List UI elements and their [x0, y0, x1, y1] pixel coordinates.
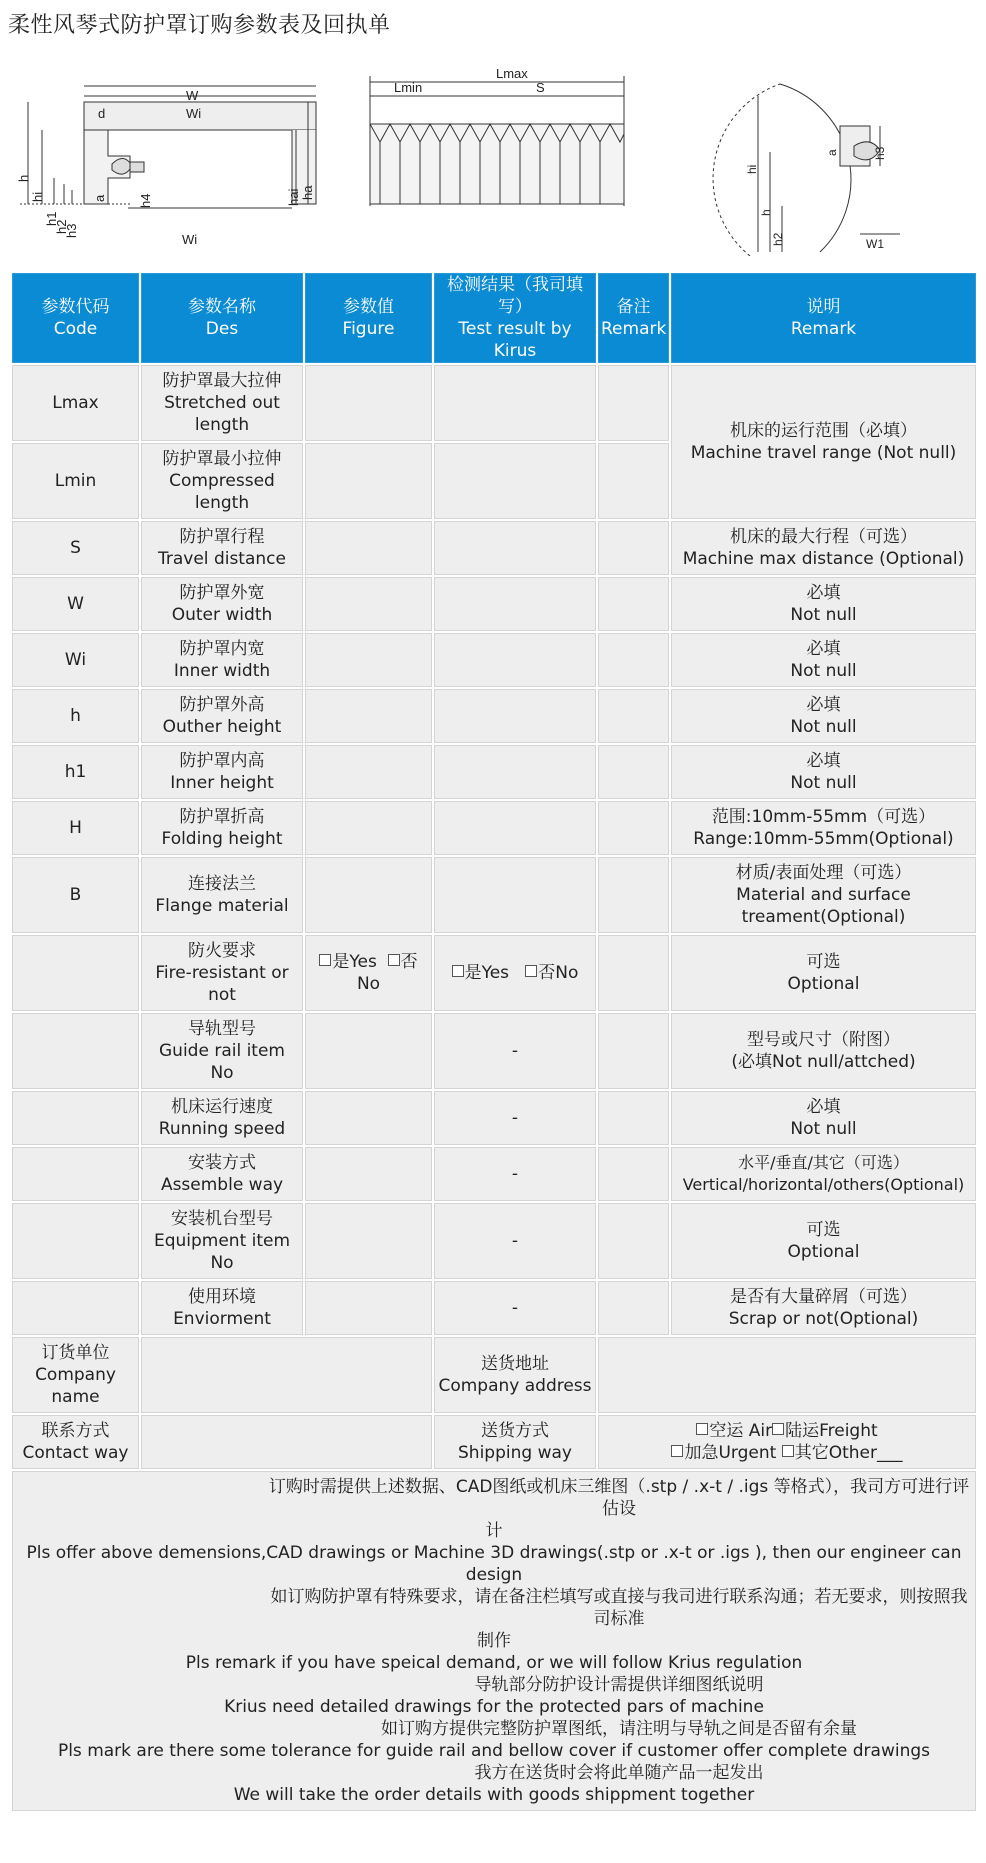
header-figure: 参数值 Figure: [305, 273, 432, 363]
remark-cell[interactable]: [598, 1147, 669, 1201]
des-cell: 防火要求 Fire-resistant or not: [141, 935, 303, 1011]
label-h3-right: h3: [873, 146, 887, 160]
header-remark: 备注 Remark: [598, 273, 669, 363]
table-row-environment: [12, 1281, 976, 1335]
note-line: Pls offer above demensions,CAD drawings or Machine 3D drawings(.stp or .x-t or .igs ), then our engineer can design: [26, 1543, 962, 1585]
test-cell: -: [434, 1147, 596, 1201]
des-cell: 防护罩行程 Travel distance: [141, 521, 303, 575]
des-cell: 防护罩折高 Folding height: [141, 801, 303, 855]
test-cell: [434, 745, 596, 799]
table-row-lmax: [12, 365, 976, 441]
ship-urgent-checkbox[interactable]: [671, 1445, 683, 1457]
code-cell: h1: [12, 745, 139, 799]
note-line: 如订购防护罩有特殊要求，请在备注栏填写或直接与我司进行联系沟通；若无要求，则按照我司标准: [270, 1587, 968, 1629]
label-h4: h4: [138, 193, 153, 208]
table-row-equipment: [12, 1203, 976, 1279]
test-yes-checkbox[interactable]: [452, 965, 464, 977]
remark-cell[interactable]: [598, 577, 669, 631]
des-cell: 使用环境 Enviorment: [141, 1281, 303, 1335]
label-h: h: [16, 174, 31, 182]
label-Lmax: Lmax: [496, 66, 528, 81]
order-parameter-table: [10, 271, 978, 1813]
figure-cell[interactable]: [305, 689, 432, 743]
table-row-company: [12, 1337, 976, 1413]
code-cell: Lmin: [12, 443, 139, 519]
table-row-H: [12, 801, 976, 855]
company-label: 订货单位 Company name: [12, 1337, 139, 1413]
des-cell: 防护罩外高 Outher height: [141, 689, 303, 743]
test-cell: 是Yes 否No: [434, 935, 596, 1011]
table-row-h1: [12, 745, 976, 799]
figure-cell[interactable]: [305, 745, 432, 799]
note-line: We will take the order details with goods shippment together: [233, 1785, 755, 1805]
figure-cell[interactable]: [305, 1013, 432, 1089]
note-line: 我方在送货时会将此单随产品一起发出: [474, 1763, 764, 1783]
des-cell: 防护罩内宽 Inner width: [141, 633, 303, 687]
table-row-fire: [12, 935, 976, 1011]
remark-cell[interactable]: [598, 935, 669, 1011]
figure-cell[interactable]: [305, 801, 432, 855]
header-des: 参数名称 Des: [141, 273, 303, 363]
note-line: Pls mark are there some tolerance for guide rail and bellow cover if customer offer complete drawings: [57, 1741, 931, 1761]
address-input[interactable]: [598, 1337, 976, 1413]
note-cell: 必填 Not null: [671, 745, 976, 799]
note-line: Pls remark if you have speical demand, or we will follow Krius regulation: [185, 1653, 803, 1673]
note-cell: 机床的最大行程（可选） Machine max distance (Optional): [671, 521, 976, 575]
address-label: 送货地址 Company address: [434, 1337, 596, 1413]
table-row-s: [12, 521, 976, 575]
note-line: 制作: [477, 1631, 511, 1651]
test-cell: [434, 577, 596, 631]
test-cell: -: [434, 1281, 596, 1335]
remark-cell[interactable]: [598, 1281, 669, 1335]
code-cell: [12, 1091, 139, 1145]
note-cell: 水平/垂直/其它（可选） Vertical/horizontal/others(Optional): [671, 1147, 976, 1201]
des-cell: 机床运行速度 Running speed: [141, 1091, 303, 1145]
code-cell: [12, 935, 139, 1011]
note-cell: 必填 Not null: [671, 577, 976, 631]
code-cell: B: [12, 857, 139, 933]
des-cell: 安装机台型号 Equipment item No: [141, 1203, 303, 1279]
test-cell: -: [434, 1013, 596, 1089]
test-cell: -: [434, 1091, 596, 1145]
note-cell: 型号或尺寸（附图） (必填Not null/attched): [671, 1013, 976, 1089]
table-row-assemble: [12, 1147, 976, 1201]
label-Lmin: Lmin: [394, 80, 423, 95]
code-cell: [12, 1013, 139, 1089]
code-cell: [12, 1281, 139, 1335]
note-cell: 必填 Not null: [671, 1091, 976, 1145]
order-notes: [12, 1471, 976, 1811]
des-cell: 安装方式 Assemble way: [141, 1147, 303, 1201]
code-cell: Wi: [12, 633, 139, 687]
remark-cell[interactable]: [598, 521, 669, 575]
page-title: 柔性风琴式防护罩订购参数表及回执单: [8, 13, 391, 38]
bellows-diagram: [370, 76, 624, 206]
note-cell: 机床的运行范围（必填） Machine travel range (Not null): [671, 365, 976, 519]
label-Wi-top: Wi: [186, 106, 202, 121]
label-h2-right: h2: [771, 232, 785, 246]
label-h1: h1: [44, 211, 59, 226]
label-hai: hai: [286, 188, 301, 206]
des-cell: 防护罩最大拉伸 Stretched out length: [141, 365, 303, 441]
test-no-checkbox[interactable]: [525, 965, 537, 977]
des-cell: 防护罩内高 Inner height: [141, 745, 303, 799]
test-cell: [434, 443, 596, 519]
remark-cell[interactable]: [598, 1203, 669, 1279]
table-row-wi: [12, 633, 976, 687]
ship-air-checkbox[interactable]: [696, 1423, 708, 1435]
code-cell: h: [12, 689, 139, 743]
remark-cell[interactable]: [598, 365, 669, 441]
fire-yes-checkbox[interactable]: [319, 954, 331, 966]
test-cell: [434, 857, 596, 933]
code-cell: [12, 1147, 139, 1201]
remark-cell[interactable]: [598, 633, 669, 687]
company-name-input[interactable]: [141, 1337, 432, 1413]
note-cell: 是否有大量碎屑（可选） Scrap or not(Optional): [671, 1281, 976, 1335]
table-header-row: [12, 273, 976, 363]
code-cell: H: [12, 801, 139, 855]
figure-cell[interactable]: [305, 633, 432, 687]
note-cell: 材质/表面处理（可选） Material and surface treament(Optional): [671, 857, 976, 933]
dimension-diagrams: [0, 56, 986, 256]
des-cell: 连接法兰 Flange material: [141, 857, 303, 933]
figure-cell[interactable]: [305, 577, 432, 631]
label-h2: h2: [54, 219, 69, 234]
note-cell: 可选 Optional: [671, 1203, 976, 1279]
figure-cell[interactable]: [305, 857, 432, 933]
header-test-result: 检测结果（我司填 写） Test result by Kirus: [434, 273, 596, 363]
ship-other-checkbox[interactable]: [782, 1445, 794, 1457]
figure-cell[interactable]: [305, 1147, 432, 1201]
table-row-notes: [12, 1471, 976, 1811]
note-line: 计: [485, 1521, 503, 1541]
label-hi-right: hi: [745, 164, 759, 174]
header-code: 参数代码 Code: [12, 273, 139, 363]
des-cell: 防护罩最小拉伸 Compressed length: [141, 443, 303, 519]
fire-no-checkbox[interactable]: [388, 954, 400, 966]
figure-cell: 是Yes 否 No: [305, 935, 432, 1011]
shipping-label: 送货方式 Shipping way: [434, 1415, 596, 1469]
label-h-right: h: [759, 209, 773, 216]
label-d: d: [98, 106, 106, 121]
des-cell: 导轨型号 Guide rail item No: [141, 1013, 303, 1089]
table-row-w: [12, 577, 976, 631]
test-cell: [434, 521, 596, 575]
label-W1: W1: [866, 237, 884, 251]
diagram-area: [0, 56, 986, 256]
test-cell: -: [434, 1203, 596, 1279]
remark-cell[interactable]: [598, 689, 669, 743]
remark-cell[interactable]: [598, 1013, 669, 1089]
test-cell: [434, 689, 596, 743]
label-h3: h3: [64, 223, 79, 238]
note-line: 如订购方提供完整防护罩图纸，请注明与导轨之间是否留有余量: [381, 1719, 857, 1739]
note-line: 导轨部分防护设计需提供详细图纸说明: [474, 1675, 764, 1695]
test-cell: [434, 633, 596, 687]
note-line: Krius need detailed drawings for the protected pars of machine: [224, 1697, 764, 1717]
table-row-B: [12, 857, 976, 933]
code-cell: Lmax: [12, 365, 139, 441]
label-W: W: [186, 88, 199, 103]
guide-rail-diagram: [713, 84, 900, 256]
code-cell: S: [12, 521, 139, 575]
note-cell: 必填 Not null: [671, 633, 976, 687]
test-cell: [434, 365, 596, 441]
label-S: S: [536, 80, 545, 95]
test-cell: [434, 801, 596, 855]
ship-land-checkbox[interactable]: [772, 1423, 784, 1435]
figure-cell[interactable]: [305, 365, 432, 441]
note-cell: 范围:10mm-55mm（可选） Range:10mm-55mm(Optional): [671, 801, 976, 855]
label-hi: hi: [30, 191, 45, 202]
remark-cell[interactable]: [598, 443, 669, 519]
cross-section-diagram: [20, 86, 316, 208]
contact-input[interactable]: [141, 1415, 432, 1469]
remark-cell[interactable]: [598, 1091, 669, 1145]
figure-cell[interactable]: [305, 521, 432, 575]
remark-cell[interactable]: [598, 801, 669, 855]
note-line: 订购时需提供上述数据、CAD图纸或机床三维图（.stp / .x-t / .igs 等格式），我司方可进行评估设: [268, 1477, 970, 1519]
figure-cell[interactable]: [305, 1091, 432, 1145]
figure-cell[interactable]: [305, 1203, 432, 1279]
table-row-rail: [12, 1013, 976, 1089]
label-a: a: [92, 194, 107, 202]
remark-cell[interactable]: [598, 857, 669, 933]
shipping-options: 空运 Air 陆运Freight 加急Urgent 其它Other___: [598, 1415, 976, 1469]
remark-cell[interactable]: [598, 745, 669, 799]
label-a-right: a: [825, 149, 839, 156]
table-row-speed: [12, 1091, 976, 1145]
table-row-h: [12, 689, 976, 743]
table-row-contact: [12, 1415, 976, 1469]
figure-cell[interactable]: [305, 1281, 432, 1335]
figure-cell[interactable]: [305, 443, 432, 519]
label-ha: ha: [300, 185, 315, 200]
bellows-labels: [394, 66, 545, 95]
code-cell: [12, 1203, 139, 1279]
contact-label: 联系方式 Contact way: [12, 1415, 139, 1469]
code-cell: W: [12, 577, 139, 631]
header-description: 说明 Remark: [671, 273, 976, 363]
label-Wi-bottom: Wi: [182, 232, 198, 247]
note-cell: 必填 Not null: [671, 689, 976, 743]
note-cell: 可选 Optional: [671, 935, 976, 1011]
des-cell: 防护罩外宽 Outer width: [141, 577, 303, 631]
